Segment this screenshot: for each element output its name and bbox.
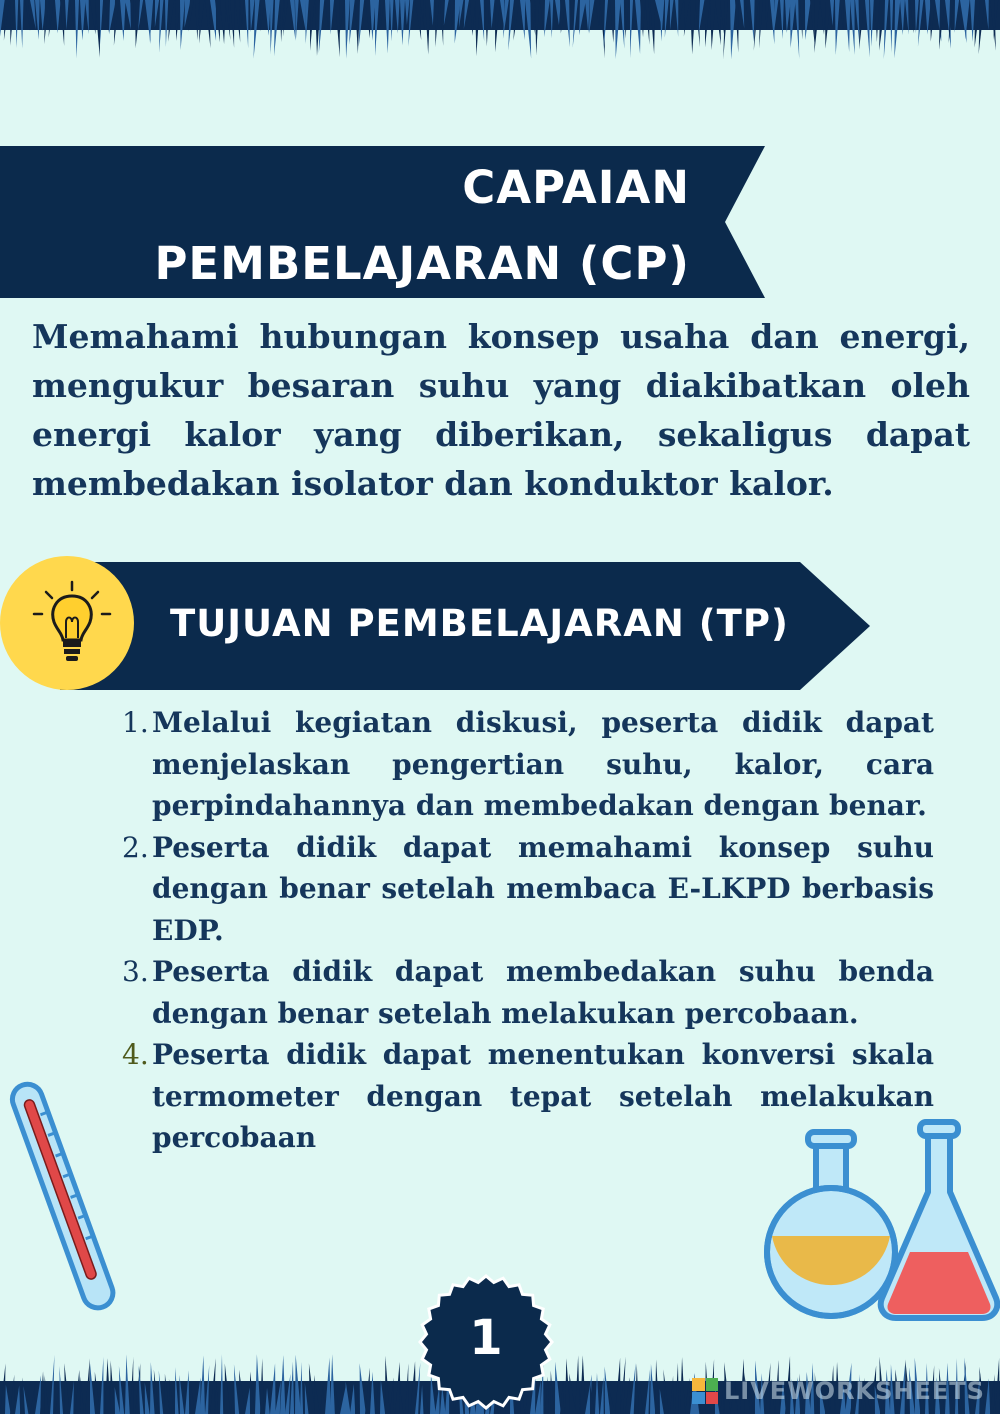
watermark	[692, 1376, 985, 1406]
flasks-icon	[760, 1112, 1000, 1332]
list-item	[122, 827, 934, 952]
cp-title-line2: PEMBELAJARAN (CP)	[154, 237, 690, 290]
lightbulb-icon	[28, 578, 118, 674]
liveworksheets-logo-icon	[692, 1378, 718, 1404]
list-item-number: 1.	[122, 706, 149, 739]
list-item	[122, 702, 934, 827]
cp-description: Memahami hubungan konsep usaha dan energi, mengukur besaran suhu yang diakibatkan oleh energi kalor yang diberikan, sekaligus dapat membedakan isolator dan konduktor kalor.	[32, 317, 970, 503]
list-item-text: Peserta didik dapat membedakan suhu benda dengan benar setelah melakukan percobaan.	[152, 955, 934, 1030]
list-item-text: Melalui kegiatan diskusi, peserta didik dapat menjelaskan pengertian suhu, kalor, cara perpindahannya dan membedakan dengan benar.	[152, 706, 934, 822]
grass-border-top	[0, 0, 1000, 70]
tp-title: TUJUAN PEMBELAJARAN (TP)	[170, 602, 789, 645]
watermark-text: LIVEWORKSHEETS	[724, 1377, 985, 1405]
tp-list	[122, 702, 934, 1159]
cp-title	[150, 150, 690, 302]
list-item-text: Peserta didik dapat menentukan konversi skala termometer dengan tepat setelah melakukan percobaan	[152, 1038, 934, 1154]
cp-title-line1: CAPAIAN	[462, 161, 690, 214]
list-item	[122, 951, 934, 1034]
list-item-number: 4.	[122, 1038, 149, 1071]
thermometer-icon	[8, 1072, 118, 1322]
list-item-number: 2.	[122, 830, 149, 864]
list-item-number: 3.	[122, 955, 149, 988]
page-number: 1	[469, 1310, 503, 1366]
list-item-text: Peserta didik dapat memahami konsep suhu dengan benar setelah membaca E-LKPD berbasis EDP.	[152, 830, 934, 947]
